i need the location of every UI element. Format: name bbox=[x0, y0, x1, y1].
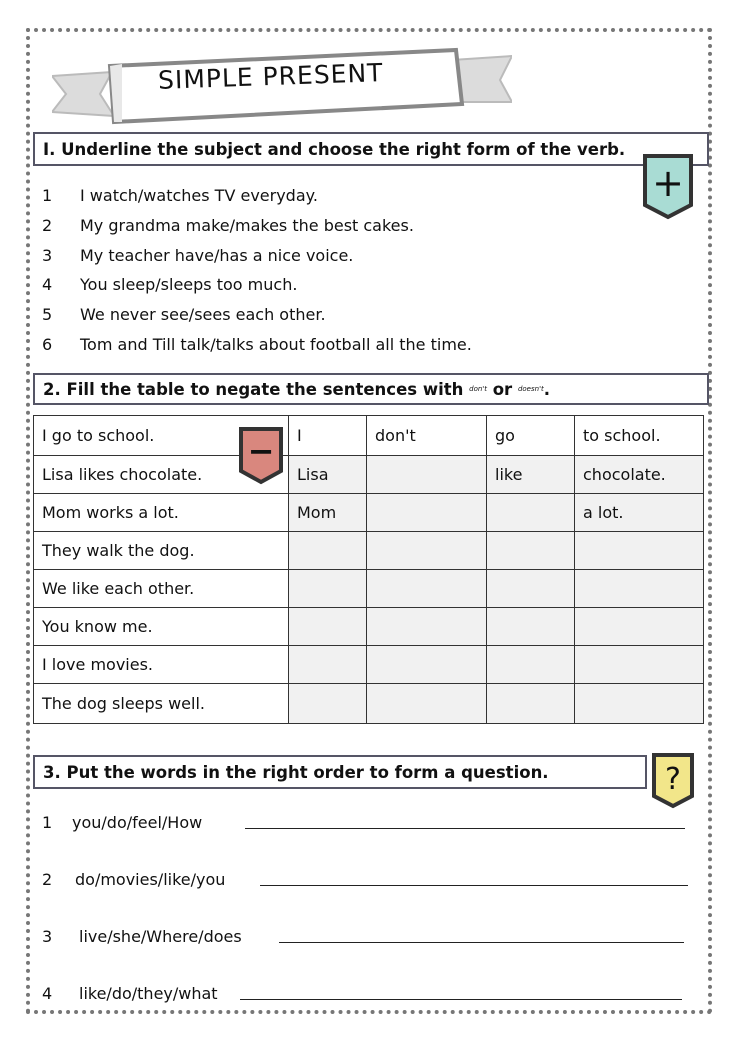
answer-cell[interactable] bbox=[487, 532, 575, 570]
answer-line[interactable] bbox=[260, 885, 688, 886]
item-number: 6 bbox=[42, 335, 53, 354]
item-text: My grandma make/makes the best cakes. bbox=[80, 216, 414, 235]
answer-line[interactable] bbox=[245, 828, 685, 829]
answer-cell[interactable] bbox=[289, 532, 367, 570]
answer-cell[interactable] bbox=[289, 684, 367, 724]
answer-cell[interactable]: like bbox=[487, 456, 575, 494]
item-text: We never see/sees each other. bbox=[80, 305, 326, 324]
answer-cell[interactable] bbox=[367, 684, 487, 724]
table-row bbox=[34, 608, 704, 646]
answer-cell[interactable] bbox=[289, 608, 367, 646]
answer-cell[interactable] bbox=[487, 684, 575, 724]
section3-heading-text: 3. Put the words in the right order to form a question. bbox=[43, 762, 549, 782]
answer-cell[interactable] bbox=[575, 684, 704, 724]
item-number: 5 bbox=[42, 305, 53, 324]
question-badge-text: ? bbox=[665, 762, 681, 797]
answer-cell[interactable]: a lot. bbox=[575, 494, 704, 532]
answer-cell[interactable] bbox=[487, 570, 575, 608]
table-row bbox=[34, 570, 704, 608]
answer-cell[interactable] bbox=[575, 646, 704, 684]
page-title: SIMPLE PRESENT bbox=[157, 58, 384, 95]
item-number: 2 bbox=[42, 216, 53, 235]
sentence-cell: We like each other. bbox=[34, 570, 289, 608]
item-text: do/movies/like/you bbox=[75, 870, 226, 889]
answer-line[interactable] bbox=[240, 999, 682, 1000]
sentence-cell: The dog sleeps well. bbox=[34, 684, 289, 724]
item-number: 4 bbox=[42, 275, 53, 294]
answer-cell[interactable]: go bbox=[487, 416, 575, 456]
sentence-cell: I love movies. bbox=[34, 646, 289, 684]
section2-heading bbox=[33, 373, 709, 405]
item-number: 3 bbox=[42, 927, 53, 946]
heading-period: . bbox=[543, 379, 551, 399]
plus-badge-icon bbox=[642, 153, 694, 221]
sentence-cell: Mom works a lot. bbox=[34, 494, 289, 532]
answer-cell[interactable]: to school. bbox=[575, 416, 704, 456]
answer-cell[interactable]: I bbox=[289, 416, 367, 456]
sentence-cell: You know me. bbox=[34, 608, 289, 646]
minus-badge-icon bbox=[238, 426, 284, 486]
answer-cell[interactable]: don't bbox=[367, 416, 487, 456]
answer-cell[interactable]: chocolate. bbox=[575, 456, 704, 494]
answer-cell[interactable] bbox=[367, 646, 487, 684]
answer-cell[interactable] bbox=[289, 570, 367, 608]
answer-cell[interactable]: Lisa bbox=[289, 456, 367, 494]
word-or: or bbox=[492, 379, 513, 399]
item-text: You sleep/sleeps too much. bbox=[80, 275, 298, 294]
question-item bbox=[42, 927, 242, 946]
answer-cell[interactable] bbox=[487, 494, 575, 532]
plus-badge-text: + bbox=[652, 161, 684, 205]
answer-cell[interactable] bbox=[367, 456, 487, 494]
sentence-cell: Lisa likes chocolate. bbox=[34, 456, 289, 494]
section3-heading bbox=[33, 755, 647, 789]
sentence-cell: They walk the dog. bbox=[34, 532, 289, 570]
word-doesnt: doesn't bbox=[517, 385, 544, 393]
answer-cell[interactable]: Mom bbox=[289, 494, 367, 532]
answer-cell[interactable] bbox=[575, 608, 704, 646]
question-badge-icon bbox=[651, 752, 695, 810]
table-row bbox=[34, 494, 704, 532]
section1-heading bbox=[33, 132, 709, 166]
answer-cell[interactable] bbox=[575, 532, 704, 570]
answer-cell[interactable] bbox=[487, 646, 575, 684]
table-row bbox=[34, 646, 704, 684]
answer-cell[interactable] bbox=[367, 532, 487, 570]
question-item bbox=[42, 984, 218, 1003]
item-text: like/do/they/what bbox=[79, 984, 218, 1003]
answer-cell[interactable] bbox=[367, 494, 487, 532]
question-item bbox=[42, 813, 203, 832]
section1-heading-text: I. Underline the subject and choose the right form of the verb. bbox=[43, 139, 626, 159]
answer-cell[interactable] bbox=[367, 570, 487, 608]
negation-table bbox=[33, 415, 704, 724]
item-number: 2 bbox=[42, 870, 53, 889]
item-text: My teacher have/has a nice voice. bbox=[80, 246, 354, 265]
item-text: live/she/Where/does bbox=[79, 927, 242, 946]
table-row bbox=[34, 416, 704, 456]
question-item bbox=[42, 870, 226, 889]
sentence-cell: I go to school. bbox=[34, 416, 289, 456]
item-text: you/do/feel/How bbox=[72, 813, 203, 832]
item-text: Tom and Till talk/talks about football all the time. bbox=[80, 335, 472, 354]
item-number: 1 bbox=[42, 813, 53, 832]
table-row bbox=[34, 684, 704, 724]
item-number: 3 bbox=[42, 246, 53, 265]
answer-cell[interactable] bbox=[575, 570, 704, 608]
answer-cell[interactable] bbox=[367, 608, 487, 646]
section2-heading-text: 2. Fill the table to negate the sentences with bbox=[43, 379, 464, 399]
item-text: I watch/watches TV everyday. bbox=[80, 186, 318, 205]
answer-cell[interactable] bbox=[487, 608, 575, 646]
table-row bbox=[34, 456, 704, 494]
table-row bbox=[34, 532, 704, 570]
answer-line[interactable] bbox=[279, 942, 684, 943]
answer-cell[interactable] bbox=[289, 646, 367, 684]
item-number: 4 bbox=[42, 984, 53, 1003]
item-number: 1 bbox=[42, 186, 53, 205]
minus-badge-text: − bbox=[247, 432, 275, 470]
word-dont: don't bbox=[469, 385, 487, 393]
